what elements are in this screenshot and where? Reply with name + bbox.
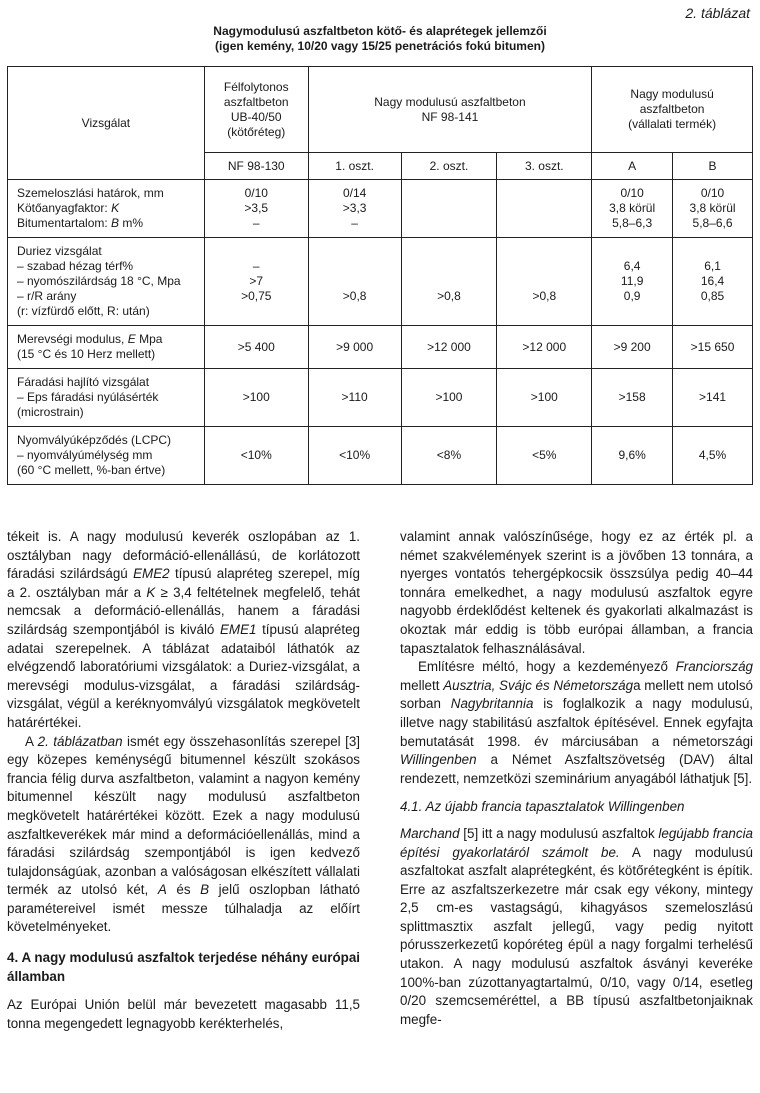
header-col1-line: (kötőréteg) <box>227 124 286 139</box>
row-label-line <box>17 201 200 216</box>
table-cell <box>401 180 497 238</box>
table-cell <box>673 180 753 238</box>
table-cell: >12 000 <box>497 326 592 369</box>
row-label-line: – nyomószilárdság 18 °C, Mpa <box>17 274 181 288</box>
row-label <box>8 427 205 485</box>
table-cell: >100 <box>204 369 308 427</box>
table-cell: <10% <box>204 427 308 485</box>
header-col1-line: UB-40/50 <box>230 109 282 124</box>
cell-value: >3,5 <box>244 201 269 215</box>
cell-value: 0/10 <box>244 186 268 200</box>
row-label-line: – szabad hézag térf% <box>17 259 134 273</box>
table-cell: >12 000 <box>401 326 497 369</box>
table-row <box>8 427 753 485</box>
subheader-cell: 3. oszt. <box>497 153 592 180</box>
header-col2-line: NF 98-141 <box>421 109 479 124</box>
subheader-cell: B <box>673 153 753 180</box>
cell-spacer <box>406 244 493 289</box>
header-vizsgalat: Vizsgálat <box>8 67 205 180</box>
cell-value: 16,4 <box>700 274 725 288</box>
text-run: A <box>25 733 38 749</box>
text-emphasis: 2. táblázatban <box>37 733 123 749</box>
text-run: ismét egy összehasonlítás szerepel [3] egy közepes keménységű bitumennel készült szokásos francia félig durva aszfaltbeton, valamint a nagyon kemény bitumennel készült nagy modulusú aszfaltbeton megkövetelt határértékei között. Ezek a nagy modulusú aszfaltkeverékek már mind a deformációellenállás, mind a fáradási szilárdság szempontjából is igen kedvező tulajdonságúak, azonban a valóságosan elkészített vállalati termék az utolsó két, <box>7 733 360 898</box>
row-label-line: Nyomvályúképződés (LCPC) <box>17 433 172 447</box>
cell-value: 5,8–6,6 <box>692 216 733 230</box>
table-row <box>8 369 753 427</box>
cell-value: >0,8 <box>532 289 557 303</box>
row-label-line: – nyomvályúmélység mm <box>17 448 153 462</box>
cell-value: >7 <box>249 274 264 288</box>
table-cell <box>592 238 673 326</box>
cell-spacer <box>501 244 587 289</box>
text-run: a mellett nem utolsó sorban <box>400 677 753 712</box>
header-col2-line: Nagy modulusú aszfaltbeton <box>374 94 526 109</box>
row-label-line: Fáradási hajlító vizsgálat <box>17 375 150 389</box>
row-label-symbol: B <box>111 216 120 230</box>
table-cell <box>497 238 592 326</box>
cell-value: 3,8 körül <box>609 201 656 215</box>
cell-value: >0,8 <box>342 289 367 303</box>
table-cell <box>673 238 753 326</box>
text-run: típusú alapréteg adatai szerepelnek. A táblázat adataiból láthatók az elvégzendő laboratóriumi vizsgálatok: a Duriez-vizsgálat, a merevségi modulus-vizsgálat, a fáradási szilárdság-vizsgálat, végül a keréknyomvályú vizsgálatok megkövetelt határértékei. <box>7 621 360 730</box>
row-label-symbol: K <box>111 201 120 215</box>
row-label <box>8 369 205 427</box>
text-run: mellett <box>400 677 444 693</box>
row-label <box>8 238 205 326</box>
text-emphasis: Marchand <box>400 825 460 841</box>
row-label-text: Kötőanyagfaktor: <box>17 201 112 215</box>
row-label-line <box>17 332 200 347</box>
text-run: a Német Aszfaltszövetség (DAV) által rendezett, nemzetközi szeminárium anyagából láthatjuk [5]. <box>400 752 753 786</box>
table-cell: >9 000 <box>308 326 401 369</box>
text-run: és <box>166 882 201 898</box>
header-col3-line: (vállalati termék) <box>628 117 717 131</box>
header-col3 <box>592 67 753 153</box>
cell-spacer <box>209 244 304 259</box>
text-emphasis: Nagybritannia <box>450 696 534 712</box>
left-column <box>7 528 360 1033</box>
table-cell: >100 <box>401 369 497 427</box>
table-cell: 9,6% <box>592 427 673 485</box>
right-column <box>400 528 753 1029</box>
cell-spacer <box>677 244 748 259</box>
text-run: jelű oszlopban látható paramétereivel ismét messze túlhaladja az előírt követelményeket. <box>7 882 361 935</box>
paragraph <box>7 733 360 938</box>
cell-value: >3,3 <box>342 201 367 215</box>
text-run: ≥ 3,4 feltételnek megfelelő, tehát nemcsak a deformáció-ellenállás, hanem a fáradási szilárdság szempontjából is kiváló <box>7 584 360 637</box>
table-cell <box>592 180 673 238</box>
text-run: típusú alapréteg szerepel, míg a 2. osztályban már a <box>7 566 361 600</box>
header-col1-line: aszfaltbeton <box>223 94 289 109</box>
table-cell: <8% <box>401 427 497 485</box>
table-cell: >9 200 <box>592 326 673 369</box>
cell-value: – <box>351 216 358 230</box>
table-cell: >141 <box>673 369 753 427</box>
table-row <box>8 326 753 369</box>
table-cell: >5 400 <box>204 326 308 369</box>
subheader-cell: NF 98-130 <box>204 153 308 180</box>
header-col2 <box>308 67 592 153</box>
cell-value: 6,4 <box>623 259 641 273</box>
text-emphasis: B <box>200 882 210 898</box>
cell-value: 0/10 <box>620 186 644 200</box>
row-label-line: – Eps fáradási nyúlásérték <box>17 390 159 404</box>
title-line-1: Nagymodulusú aszfaltbeton kötő- és alaprétegek jellemzői <box>213 24 547 38</box>
table-cell: >100 <box>497 369 592 427</box>
header-col3-line: Nagy modulusú <box>630 87 714 101</box>
row-label-line: (60 °C mellett, %-ban értve) <box>17 463 166 477</box>
cell-value: >0,75 <box>241 289 272 303</box>
table-cell <box>204 180 308 238</box>
table-title <box>0 24 760 54</box>
table-cell <box>308 180 401 238</box>
cell-spacer <box>596 244 668 259</box>
text-run: tékeit is. A nagy modulusú keverék oszlopában az 1. osztályban nagy deformáció-ellenállású, de korlátozott fáradási szilárdságú <box>7 529 360 582</box>
row-label <box>8 180 205 238</box>
text-emphasis: legújabb francia építési gyakorlatáról számolt be. <box>400 825 753 860</box>
text-run: Említésre méltó, hogy a kezdeményező <box>418 659 676 675</box>
text-run: A nagy modulusú aszfaltokat aszfalt alaprétegként, és kötőrétegként is építik. Erre az aszfaltszerkezetre már csak egy vékony, mintegy 2,5 cm-es vastagságú, kihagyásos szemeloszlású splittmasztix aszfalt jellegű, vagy pedig nyitott pórusszerkezetű kopóréteg épül a nagy forgalmi terhelésű utakon. A nagy modulusú aszfaltok ásványi keveréke 100%-ban zúzottanyagtartalmú, 0/10, vagy 0/14, esetleg 0/20 szemcseméréttel, a BB típusú aszfaltbetonjaiknak megfe- <box>400 844 753 1027</box>
cell-value: 0,85 <box>700 289 725 303</box>
data-table <box>7 66 753 485</box>
row-label-line: (15 °C és 10 Herz mellett) <box>17 347 156 361</box>
cell-value: 5,8–6,3 <box>612 216 653 230</box>
paragraph: valamint annak valószínűsége, hogy ez az érték pl. a német szakvélemények szerint is a jövőben 13 tonnára, a nyerges vontatós tehergépkocsik összsúlya pedig 40–44 tonnára emelkedhet, a nagy modulusú aszfaltok egyre nagyobb érdeklődést keltenek és gyakorlati alkalmazást is okoztak már eddig is több európai államban, a francia tapasztalatok felhasználásával. <box>400 529 753 656</box>
paragraph <box>400 658 753 788</box>
subheader-cell: 2. oszt. <box>401 153 497 180</box>
table-cell: >110 <box>308 369 401 427</box>
table-cell: <5% <box>497 427 592 485</box>
cell-value: – <box>252 216 260 230</box>
table-number: 2. táblázat <box>685 5 750 21</box>
table-cell: >158 <box>592 369 673 427</box>
cell-value: 0/10 <box>700 186 725 200</box>
text-run: is foglalkozik a nagy modulusú, illetve nagy stabilitású aszfaltok építésével. Ennek egyfajta bemutatását 1998. év márciusában a németországi <box>400 696 754 749</box>
row-label-line: (r: vízfürdő előtt, R: után) <box>17 304 150 318</box>
title-line-2: (igen kemény, 10/20 vagy 15/25 penetrációs fokú bitumen) <box>215 39 545 53</box>
paragraph: Az Európai Unión belül már bevezetett magasabb 11,5 tonna megengedett legnagyobb kerékterhelés, <box>7 997 360 1031</box>
cell-value: 3,8 körül <box>689 201 736 215</box>
paragraph <box>7 528 360 733</box>
table-row <box>8 180 753 238</box>
table-cell: 4,5% <box>673 427 753 485</box>
row-label-text: Bitumentartalom: <box>17 216 112 230</box>
row-label-text: m% <box>119 216 144 230</box>
section-heading: 4. A nagy modulusú aszfaltok terjedése néhány európai államban <box>7 950 360 984</box>
text-emphasis: EME2 <box>133 566 170 582</box>
row-label-symbol: E <box>127 332 136 346</box>
subheader-cell: A <box>592 153 673 180</box>
table-cell: >15 650 <box>673 326 753 369</box>
table-cell <box>204 238 308 326</box>
header-col1-line: Félfolytonos <box>223 79 289 94</box>
cell-value: >0,8 <box>437 289 461 303</box>
cell-value: 0/14 <box>342 186 367 200</box>
table-cell <box>308 238 401 326</box>
text-emphasis: Ausztria, Svájc és Németország <box>443 677 634 693</box>
text-run: [5] itt a nagy modulusú aszfaltok <box>459 825 659 841</box>
cell-value: 0,9 <box>623 289 641 303</box>
header-col1 <box>204 67 308 153</box>
row-label-text: Merevségi modulus, <box>17 332 128 346</box>
subheader-cell: 1. oszt. <box>308 153 401 180</box>
row-label-text: Mpa <box>135 332 163 346</box>
cell-value: – <box>252 259 260 273</box>
table-cell <box>401 238 497 326</box>
header-col3-line: aszfaltbeton <box>639 102 705 116</box>
cell-value: 11,9 <box>620 274 644 288</box>
table-header-row <box>8 67 753 153</box>
text-emphasis: K <box>146 584 156 600</box>
row-label <box>8 326 205 369</box>
section-heading: 4.1. Az újabb francia tapasztalatok Willingenben <box>400 799 685 815</box>
paragraph <box>400 825 753 1030</box>
cell-spacer <box>313 244 397 289</box>
table-row <box>8 238 753 326</box>
table-cell: <10% <box>308 427 401 485</box>
text-emphasis: EME1 <box>219 621 257 637</box>
text-emphasis: A <box>157 882 167 898</box>
row-label-line: Duriez vizsgálat <box>17 244 102 258</box>
cell-value: 6,1 <box>704 259 721 273</box>
row-label-line <box>17 216 200 231</box>
text-emphasis: Franciország <box>675 659 753 675</box>
row-label-line: – r/R arány <box>17 289 77 303</box>
row-label-line: Szemeloszlási határok, mm <box>17 186 164 200</box>
row-label-line: (microstrain) <box>17 405 84 419</box>
text-emphasis: Willingenben <box>400 752 477 768</box>
table-cell <box>497 180 592 238</box>
